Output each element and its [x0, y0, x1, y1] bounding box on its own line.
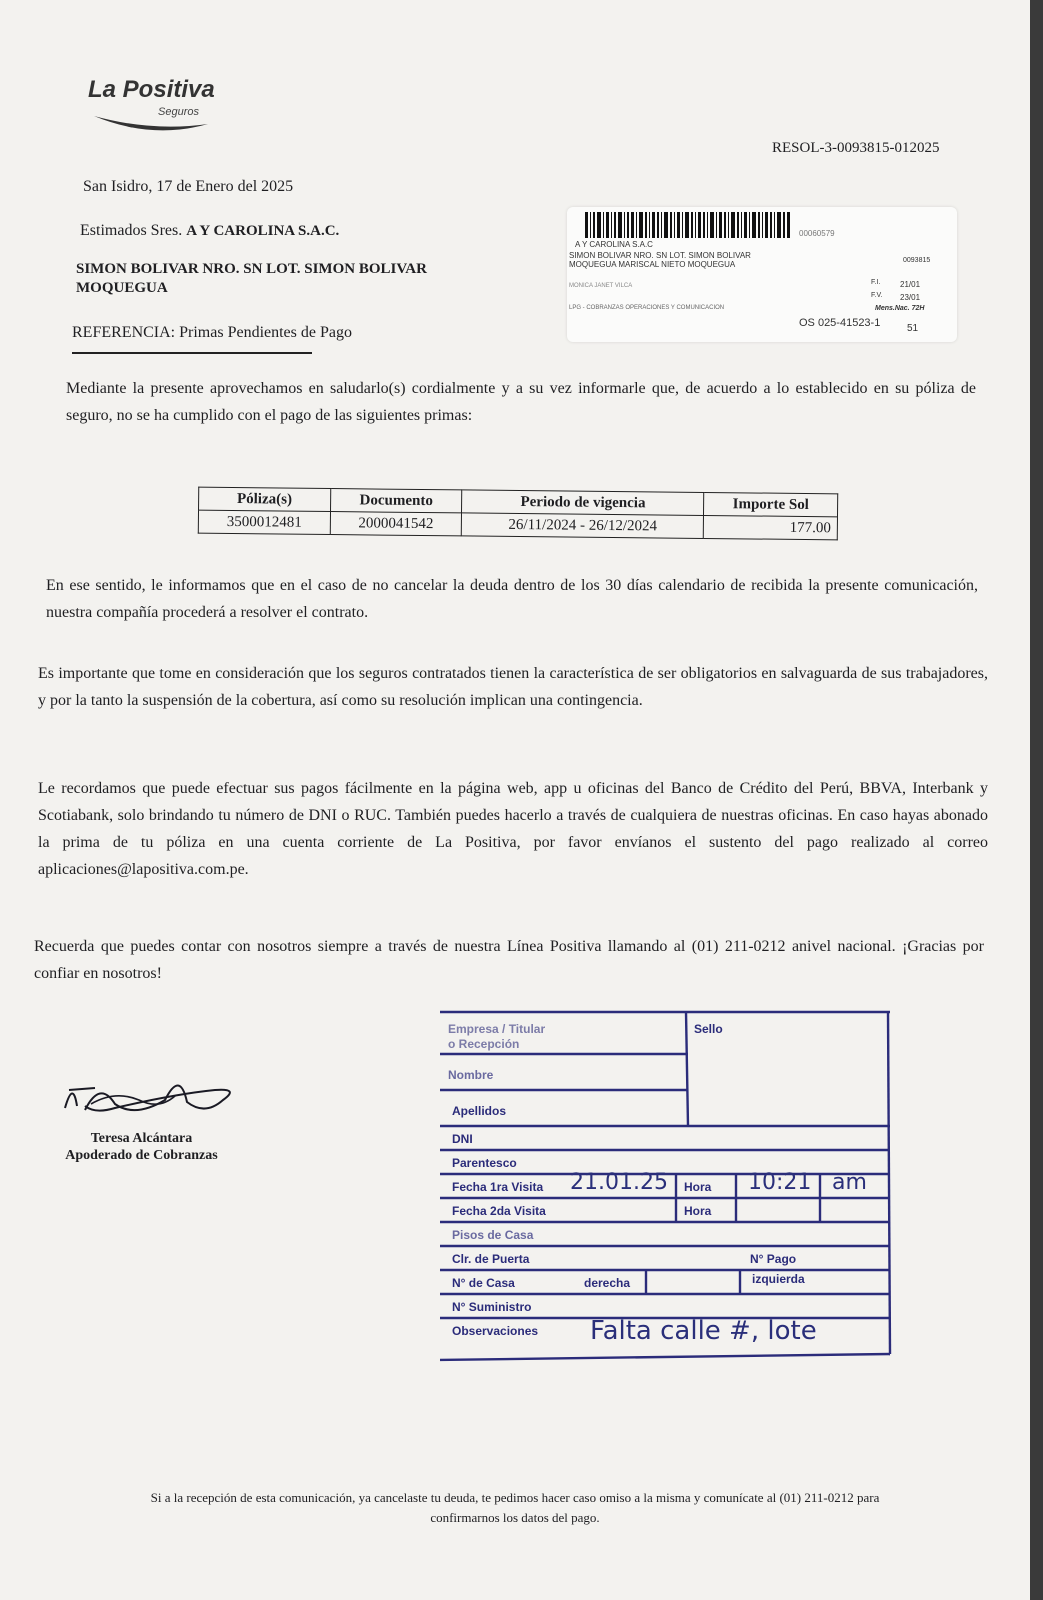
field-n-pago: N° Pago	[750, 1252, 797, 1266]
label-service: Mens.Nac. 72H	[875, 305, 925, 312]
field-parentesco: Parentesco	[452, 1156, 517, 1170]
field-apellidos: Apellidos	[452, 1104, 507, 1118]
field-izquierda: izquierda	[752, 1272, 805, 1286]
barcode-icon	[585, 212, 795, 238]
label-department: LPG - COBRANZAS OPERACIONES Y COMUNICACION	[569, 305, 725, 311]
value-ampm: am	[832, 1170, 867, 1195]
delivery-stamp	[440, 1002, 900, 1370]
resolution-code: RESOL-3-0093815-012025	[772, 140, 940, 156]
header-periodo: Periodo de vigencia	[462, 490, 704, 516]
label-os: OS 025-41523-1	[799, 317, 881, 329]
label-seq: 51	[907, 323, 919, 334]
field-n-casa: N° de Casa	[452, 1276, 515, 1290]
paragraph-payment-options: Le recordamos que puede efectuar sus pagos fácilmente en la página web, app u oficinas del Banco de Crédito del Perú, BBVA, Interbank y Scotiabank, solo brindando tu número de DNI o RUC. También puedes hacerlo a través de cualquiera de nuestras oficinas. En caso hayas abonado la prima de tu póliza en una cuenta corriente de La Positiva, por favor envíanos el sustento del pago realizado al correo aplicaciones@lapositiva.com.pe.	[38, 780, 988, 878]
field-fecha-2da-visita: Fecha 2da Visita	[452, 1204, 546, 1218]
recipient-company: A Y CAROLINA S.A.C.	[186, 223, 340, 239]
value-hora-1: 10:21	[748, 1170, 812, 1195]
signature-icon	[55, 1060, 245, 1130]
field-empresa: Empresa / Titular	[448, 1022, 546, 1036]
field-observaciones: Observaciones	[452, 1324, 539, 1338]
greeting	[80, 222, 339, 240]
header-importe: Importe Sol	[704, 492, 838, 516]
label-contact: MONICA JANET VILCA	[569, 283, 633, 289]
cell-poliza: 3500012481	[198, 510, 330, 534]
label-code: 00060579	[799, 229, 835, 238]
header-poliza: Póliza(s)	[199, 487, 331, 511]
label-address-1: SIMON BOLIVAR NRO. SN LOT. SIMON BOLIVAR	[569, 251, 751, 260]
field-dni: DNI	[452, 1132, 473, 1146]
label-name: A Y CAROLINA S.A.C	[575, 240, 653, 249]
footer-note: Si a la recepción de esta comunicación, ya cancelaste tu deuda, te pedimos hacer caso omiso a la misma y comunícate al (01) 211-0212 para confirmarnos los datos del pago.	[150, 1490, 880, 1525]
value-observaciones: Falta calle #, lote	[590, 1316, 817, 1346]
recipient-address: SIMON BOLIVAR NRO. SN LOT. SIMON BOLIVAR MOQUEGUA	[76, 261, 427, 296]
label-fi: 21/01	[900, 280, 921, 289]
cell-importe: 177.00	[704, 515, 838, 539]
paragraph-deadline: En ese sentido, le informamos que en el caso de no cancelar la deuda dentro de los 30 días calendario de recibida la presente comunicación, nuestra compañía procederá a resolver el contrato.	[46, 577, 978, 621]
header-documento: Documento	[330, 489, 462, 513]
logo-subtitle: Seguros	[158, 106, 199, 118]
cell-periodo: 26/11/2024 - 26/12/2024	[462, 513, 704, 539]
label-fi-label: F.I.	[871, 279, 881, 286]
paragraph-contact: Recuerda que puedes contar con nosotros siempre a través de nuestra Línea Positiva llamando al (01) 211-0212 anivel nacional. ¡Gracias por confiar en nosotros!	[34, 938, 984, 982]
label-number: 0093815	[903, 257, 931, 264]
paragraph-importance: Es importante que tome en consideración que los seguros contratados tienen la característica de ser obligatorios en salvaguarda de sus trabajadores, y por la tanto la suspensión de la cobertura, así como su resolución implican una contingencia.	[38, 665, 988, 709]
reference-underline	[72, 352, 312, 354]
field-pisos: Pisos de Casa	[452, 1228, 534, 1242]
field-derecha: derecha	[584, 1276, 631, 1290]
reference-line: REFERENCIA: Primas Pendientes de Pago	[72, 324, 352, 341]
field-fecha-1ra-visita: Fecha 1ra Visita	[452, 1180, 544, 1194]
mailing-label	[567, 207, 957, 342]
company-logo: La Positiva	[88, 76, 215, 103]
signatory	[44, 1130, 239, 1164]
pending-premiums-table	[198, 487, 838, 541]
cell-documento: 2000041542	[330, 512, 462, 536]
field-hora-1: Hora	[684, 1180, 712, 1194]
intro-paragraph: Mediante la presente aprovechamos en saludarlo(s) cordialmente y a su vez informarle que, de acuerdo a lo establecido en su póliza de seguro, no se ha cumplido con el pago de las siguientes primas:	[66, 380, 976, 424]
field-hora-2: Hora	[684, 1204, 712, 1218]
value-fecha-1ra-visita: 21.01.25	[570, 1170, 668, 1195]
label-fv: 23/01	[900, 293, 921, 302]
field-sello: Sello	[694, 1022, 723, 1036]
greeting-prefix: Estimados Sres.	[80, 222, 183, 239]
field-recepcion: o Recepción	[448, 1037, 520, 1051]
label-fv-label: F.V.	[871, 292, 883, 299]
signatory-name: Teresa Alcántara	[90, 1131, 193, 1146]
signatory-title: Apoderado de Cobranzas	[65, 1148, 218, 1163]
field-n-suministro: N° Suministro	[452, 1300, 532, 1314]
field-color-puerta: Clr. de Puerta	[452, 1252, 530, 1266]
label-address-2: MOQUEGUA MARISCAL NIETO MOQUEGUA	[569, 260, 736, 269]
date-line: San Isidro, 17 de Enero del 2025	[83, 178, 294, 195]
field-nombre: Nombre	[448, 1068, 494, 1082]
